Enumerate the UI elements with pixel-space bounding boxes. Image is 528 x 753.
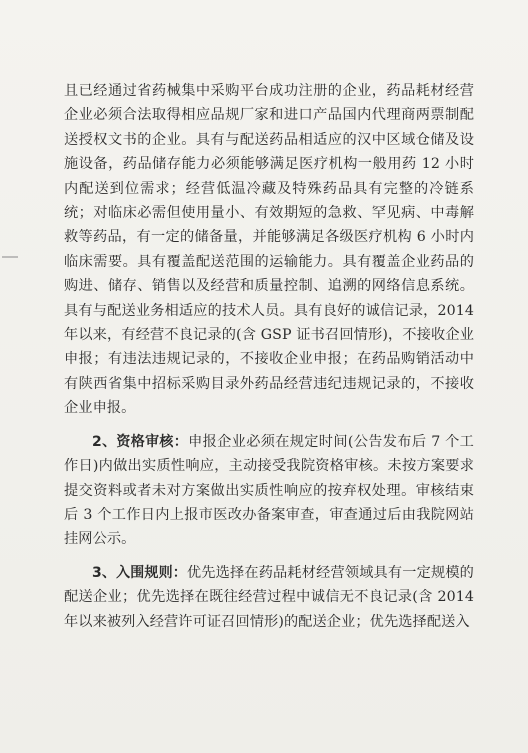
section-qualification-review [64, 430, 474, 552]
document-body [64, 79, 474, 634]
section-selection-rules [64, 561, 474, 634]
section-body-selection: 优先选择在药品耗材经营领域具有一定规模的配送企业；优先选择在既往经营过程中诚信无不良记录(含 2014 年以来被列入经营许可证召回情形)的配送企业；优先选择配送入 [64, 564, 474, 630]
section-body-qualification: 申报企业必须在规定时间(公告发布后 7 个工作日)内做出实质性响应，主动接受我院资格审核。未按方案要求提交资料或者未对方案做出实质性响应的按弃权处理。审核结束后 3 个工作日内上报市医改办备案审查，审查通过后由我院网站挂网公示。 [64, 433, 474, 548]
paragraph-eligibility: 且已经通过省药械集中采购平台成功注册的企业，药品耗材经营企业必须合法取得相应品规厂家和进口产品国内代理商两票制配送授权文书的企业。具有与配送药品相适应的汉中区域仓储及设施设备，药品储存能力必须能够满足医疗机构一般用药 12 小时内配送到位需求；经营低温冷藏及特殊药品具有完整的冷链系统；对临床必需但使用量小、有效期短的急救、罕见病、中毒解救等药品，有一定的储备量，并能够满足各级医疗机构 6 小时内临床需要。具有覆盖配送范围的运输能力。具有覆盖企业药品的购进、储存、销售以及经营和质量控制、追溯的网络信息系统。具有与配送业务相适应的技术人员。具有良好的诚信记录，2014 年以来，有经营不良记录的(含 GSP 证书召回情形)，不接收企业申报；有违法违规记录的，不接收企业申报；在药品购销活动中有陕西省集中招标采购目录外药品经营违纪违规记录的，不接收企业申报。 [64, 83, 474, 417]
page-edge-mark [2, 256, 18, 258]
section-heading-selection: 3、入围规则： [92, 564, 187, 581]
section-heading-qualification: 2、资格审核： [92, 433, 189, 450]
